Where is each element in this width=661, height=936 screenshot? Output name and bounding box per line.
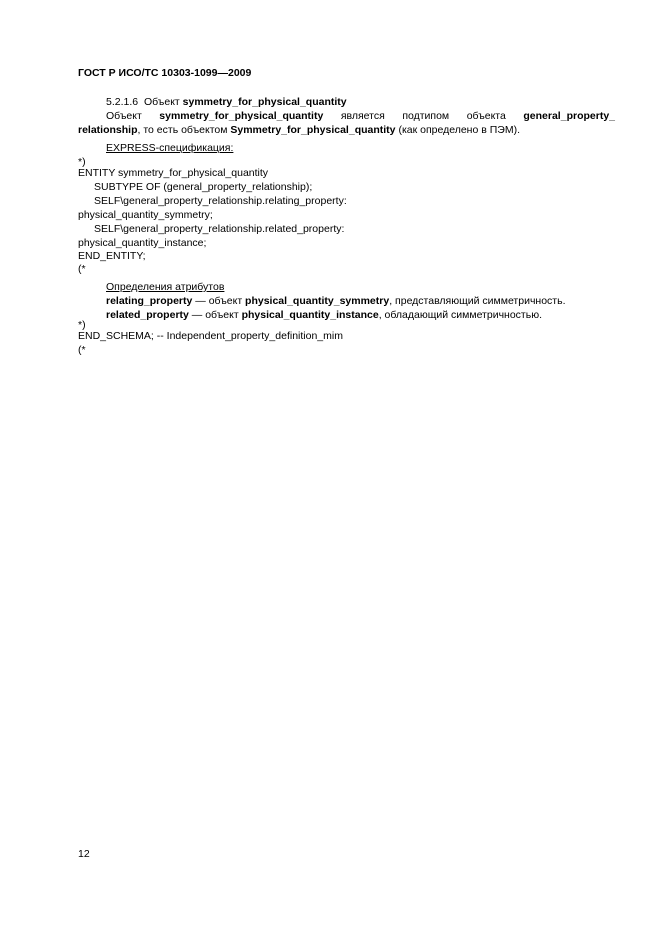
paragraph-entity-name: symmetry_for_physical_quantity <box>159 110 324 122</box>
attribute-type: physical_quantity_instance <box>241 309 379 321</box>
paragraph-text: , то есть объектом <box>137 124 231 136</box>
paragraph-line-2 <box>78 124 520 136</box>
schema-close-marker: (* <box>78 344 86 356</box>
attribute-type: physical_quantity_symmetry <box>245 295 390 307</box>
express-heading: EXPRESS-спецификация: <box>106 142 234 154</box>
section-object-word: Объект <box>143 96 180 108</box>
section-title <box>106 96 347 108</box>
express-code-line: END_ENTITY; <box>78 250 146 262</box>
attribute-name: relating_property <box>106 295 193 307</box>
attribute-text: , обладающий симметричностью. <box>378 309 543 321</box>
paragraph-word: Объект <box>106 110 142 122</box>
attribute-text: , представляющий симметричность. <box>389 295 566 307</box>
paragraph-concept-name: Symmetry_for_physical_quantity <box>230 124 396 136</box>
schema-open-marker: *) <box>78 319 86 331</box>
express-open-marker: *) <box>78 156 86 168</box>
express-code-line: SUBTYPE OF (general_property_relationship); <box>94 181 313 193</box>
section-number: 5.2.1.6 <box>106 96 139 108</box>
attribute-name: related_property <box>106 309 189 321</box>
section-entity-name: symmetry_for_physical_quantity <box>182 96 347 108</box>
attribute-definition <box>106 309 542 321</box>
paragraph-word: является <box>340 110 385 122</box>
paragraph-line-1 <box>106 110 615 122</box>
paragraph-text: (как определено в ПЭМ). <box>395 124 520 136</box>
attribute-text: — объект <box>192 295 246 307</box>
attribute-text: — объект <box>188 309 242 321</box>
document-header: ГОСТ Р ИСО/ТС 10303-1099—2009 <box>78 67 252 79</box>
express-code-line: physical_quantity_instance; <box>78 237 207 249</box>
paragraph-parent-entity-cont: relationship <box>78 124 138 136</box>
express-code-line: SELF\general_property_relationship.relating_property: <box>94 195 347 207</box>
attributes-heading: Определения атрибутов <box>106 281 225 293</box>
attribute-definition <box>106 295 566 307</box>
end-schema-line: END_SCHEMA; -- Independent_property_definition_mim <box>78 330 343 342</box>
express-close-marker: (* <box>78 263 86 275</box>
express-code-line: physical_quantity_symmetry; <box>78 209 213 221</box>
page-number: 12 <box>78 848 90 860</box>
paragraph-parent-entity: general_property_ <box>523 110 615 122</box>
express-code-line: SELF\general_property_relationship.related_property: <box>94 223 345 235</box>
paragraph-word: объекта <box>466 110 506 122</box>
express-code-line: ENTITY symmetry_for_physical_quantity <box>78 167 269 179</box>
paragraph-word: подтипом <box>402 110 450 122</box>
